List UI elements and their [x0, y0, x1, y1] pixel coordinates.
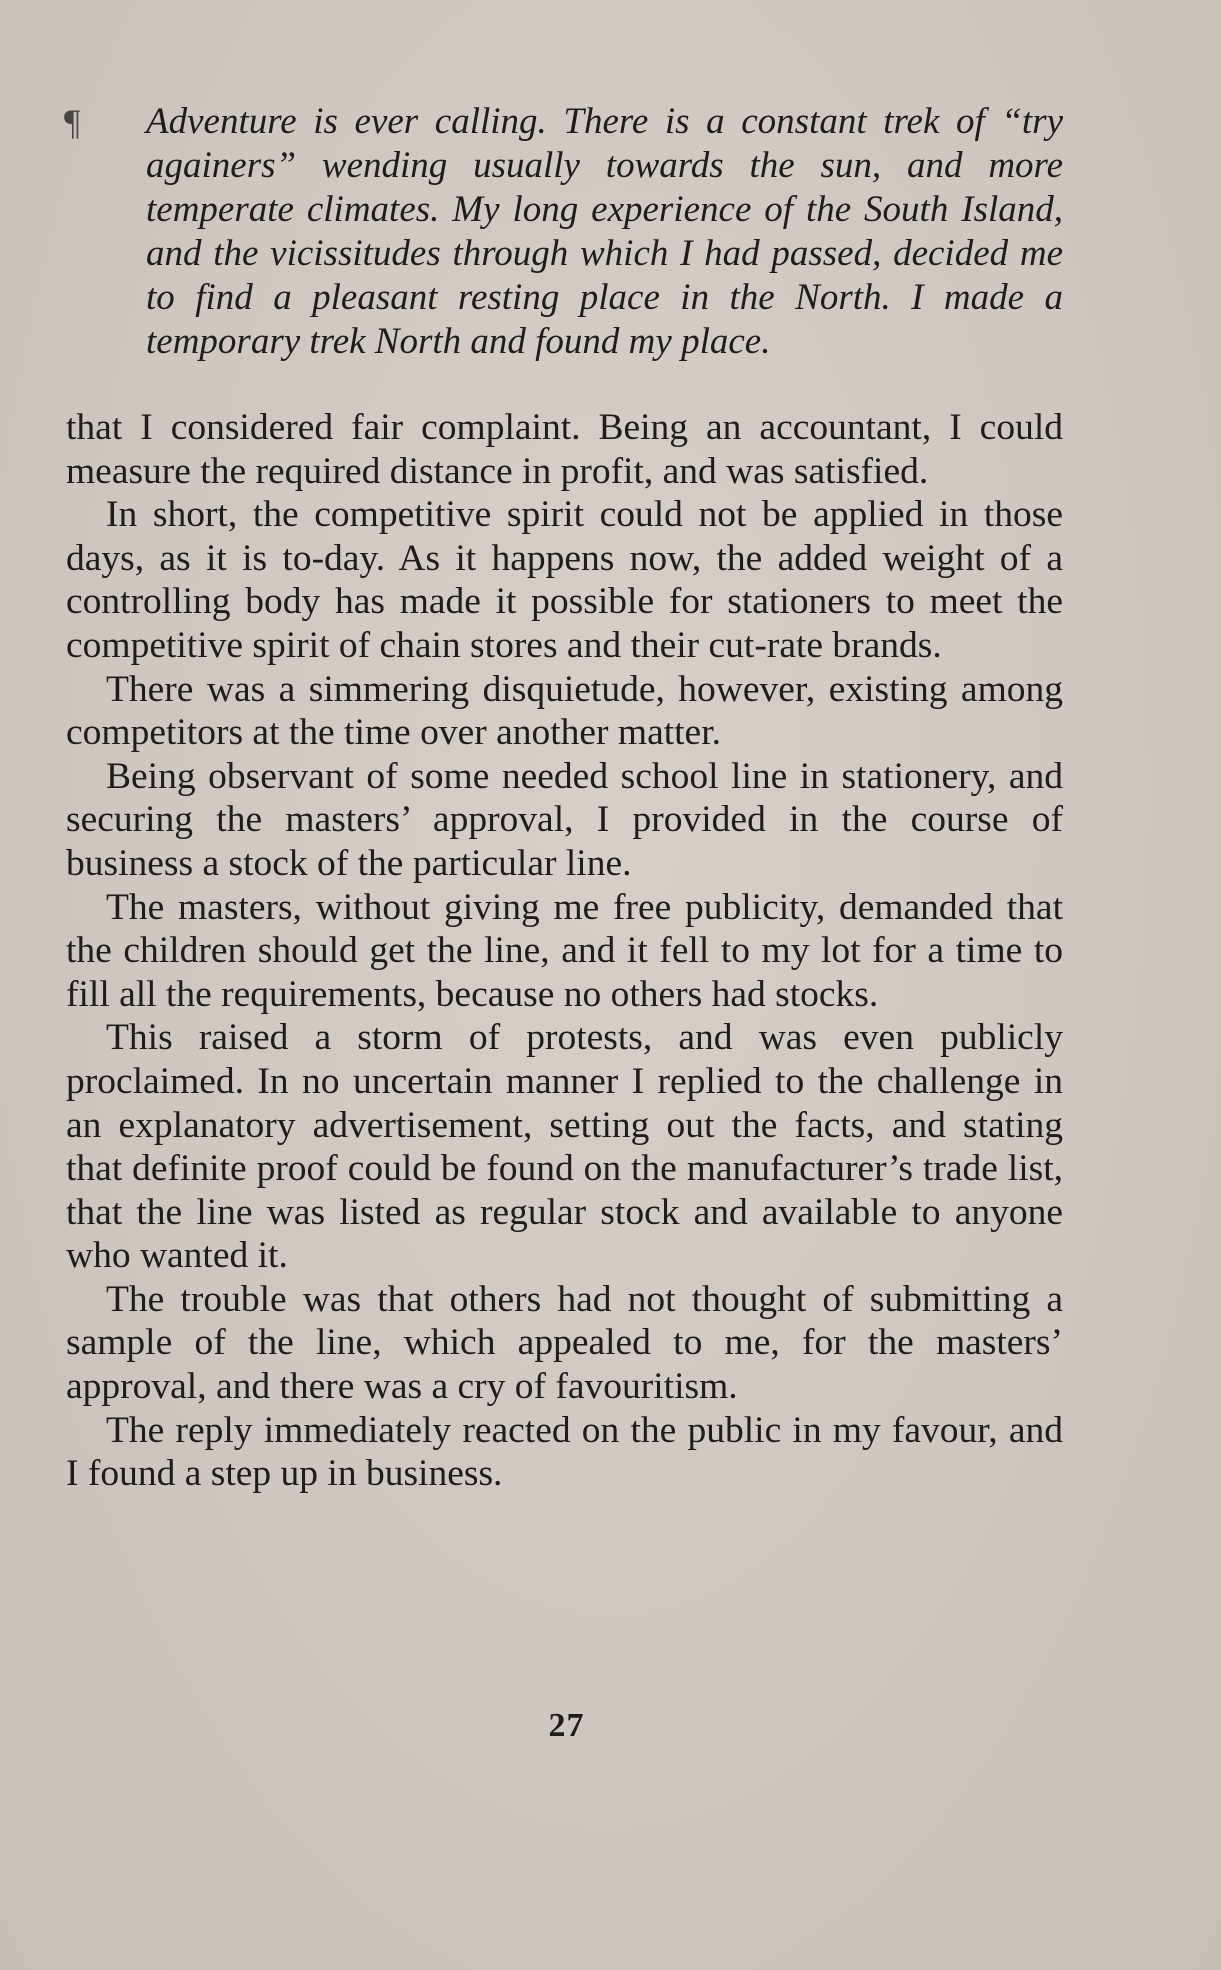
epigraph	[66, 100, 1063, 364]
paragraph: This raised a storm of protests, and was even publicly proclaimed. In no uncertain manner I replied to the challenge in an explanatory advertisement, setting out the facts, and stating that definite proof could be found on the manufacturer’s trade list, that the line was listed as regular stock and available to anyone who wanted it.	[66, 1017, 1063, 1277]
paragraph: In short, the competitive spirit could not be applied in those days, as it is to-day. As it happens now, the added weight of a controlling body has made it possible for stationers to meet the competitive spirit of chain stores and their cut-rate brands.	[66, 494, 1063, 666]
book-page	[66, 100, 1063, 1496]
paragraph: There was a simmering disquietude, however, existing among competitors at the time over another matter.	[66, 668, 1063, 754]
pilcrow-marker: ¶	[64, 102, 81, 142]
paragraph: The masters, without giving me free publicity, demanded that the children should get the line, and it fell to my lot for a time to fill all the requirements, because no others had stocks.	[66, 886, 1063, 1015]
paragraph: Being observant of some needed school line in stationery, and securing the masters’ approval, I provided in the course of business a stock of the particular line.	[66, 755, 1063, 884]
body-text	[66, 406, 1063, 1496]
paragraph: The reply immediately reacted on the public in my favour, and I found a step up in business.	[66, 1409, 1063, 1495]
paragraph: The trouble was that others had not thought of submitting a sample of the line, which appealed to me, for the masters’ approval, and there was a cry of favouritism.	[66, 1278, 1063, 1408]
epigraph-text: Adventure is ever calling. There is a constant trek of “try againers” wending usually towards the sun, and more temperate climates. My long experience of the South Island, and the vicissitudes through which I had passed, decided me to find a pleasant resting place in the North. I made a temporary trek North and found my place.	[146, 101, 1063, 362]
paragraph: that I considered fair complaint. Being an accountant, I could measure the required distance in profit, and was satisfied.	[66, 407, 1063, 492]
page-number: 27	[548, 1707, 585, 1744]
